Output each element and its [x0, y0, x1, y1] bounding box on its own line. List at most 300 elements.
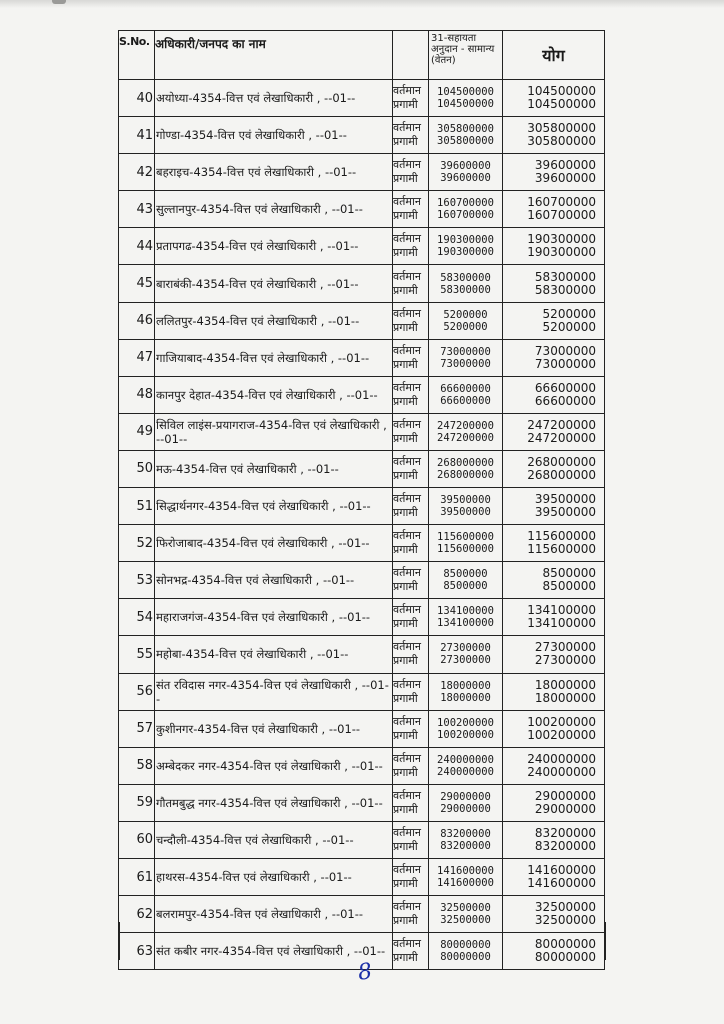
- table-row: [119, 562, 605, 599]
- row-grant-current: 27300000: [440, 642, 491, 655]
- row-officer-name: सोनभद्र-4354-वित्त एवं लेखाधिकारी , --01--: [155, 562, 393, 599]
- row-grant-progressive: 58300000: [440, 283, 491, 296]
- row-grant-progressive: 27300000: [440, 654, 491, 667]
- row-total-values: [503, 80, 605, 117]
- row-grant-values: [429, 265, 503, 302]
- row-grant-current: 305800000: [437, 123, 494, 136]
- row-sno: 61: [119, 858, 155, 895]
- table-row: [119, 747, 605, 784]
- row-type-current: वर्तमान: [393, 863, 421, 877]
- row-total-progressive: 32500000: [534, 913, 596, 928]
- row-type-progressive: प्रगामी: [393, 320, 418, 334]
- row-officer-name: गाजियाबाद-4354-वित्त एवं लेखाधिकारी , --01--: [155, 339, 393, 376]
- row-grant-current: 83200000: [440, 827, 491, 840]
- row-grant-current: 141600000: [437, 865, 494, 878]
- table-row: [119, 525, 605, 562]
- row-grant-current: 8500000: [443, 568, 488, 581]
- row-grant-current: 268000000: [437, 456, 494, 469]
- table-row: [119, 821, 605, 858]
- row-grant-progressive: 240000000: [437, 765, 494, 778]
- row-total-values: [503, 710, 605, 747]
- row-sno: 40: [119, 80, 155, 117]
- row-grant-values: [429, 488, 503, 525]
- row-total-values: [503, 302, 605, 339]
- row-grant-progressive: 39600000: [440, 172, 491, 185]
- row-grant-current: 104500000: [437, 86, 494, 99]
- row-grant-progressive: 115600000: [437, 543, 494, 556]
- row-type: [393, 80, 429, 117]
- row-total-progressive: 83200000: [534, 838, 596, 853]
- row-sno: 63: [119, 933, 155, 970]
- row-grant-values: [429, 636, 503, 673]
- row-grant-values: [429, 154, 503, 191]
- row-total-current: 8500000: [542, 566, 596, 581]
- row-grant-progressive: 5200000: [443, 320, 488, 333]
- row-type-progressive: प्रगामी: [393, 765, 418, 779]
- row-officer-name: हाथरस-4354-वित्त एवं लेखाधिकारी , --01--: [155, 858, 393, 895]
- row-total-progressive: 27300000: [534, 653, 596, 668]
- row-total-values: [503, 562, 605, 599]
- row-grant-progressive: 83200000: [440, 839, 491, 852]
- row-grant-current: 247200000: [437, 419, 494, 432]
- row-type: [393, 562, 429, 599]
- row-total-current: 73000000: [534, 343, 596, 358]
- row-type-progressive: प्रगामी: [393, 209, 418, 223]
- row-type: [393, 858, 429, 895]
- row-type: [393, 376, 429, 413]
- row-type: [393, 784, 429, 821]
- row-officer-name: सिद्धार्थनगर-4354-वित्त एवं लेखाधिकारी , --01--: [155, 488, 393, 525]
- row-grant-values: [429, 525, 503, 562]
- row-total-progressive: 29000000: [534, 801, 596, 816]
- row-officer-name: सिविल लाइंस-प्रयागराज-4354-वित्त एवं लेखाधिकारी , --01--: [155, 413, 393, 450]
- row-sno: 51: [119, 488, 155, 525]
- row-officer-name: अम्बेदकर नगर-4354-वित्त एवं लेखाधिकारी , --01--: [155, 747, 393, 784]
- row-type-current: वर्तमान: [393, 825, 421, 839]
- row-type-current: वर्तमान: [393, 677, 421, 691]
- row-grant-current: 39600000: [440, 160, 491, 173]
- table-row: [119, 710, 605, 747]
- row-grant-current: 80000000: [440, 939, 491, 952]
- row-total-current: 29000000: [534, 788, 596, 803]
- row-total-progressive: 134100000: [527, 616, 596, 631]
- row-type: [393, 747, 429, 784]
- row-total-values: [503, 339, 605, 376]
- row-type-current: वर्तमान: [393, 232, 421, 246]
- row-grant-values: [429, 562, 503, 599]
- row-total-values: [503, 599, 605, 636]
- row-grant-progressive: 100200000: [437, 728, 494, 741]
- row-total-progressive: 247200000: [527, 430, 596, 445]
- row-grant-values: [429, 376, 503, 413]
- row-grant-progressive: 73000000: [440, 357, 491, 370]
- row-type-current: वर्तमान: [393, 343, 421, 357]
- row-sno: 45: [119, 265, 155, 302]
- row-type-progressive: प्रगामी: [393, 839, 418, 853]
- row-sno: 42: [119, 154, 155, 191]
- row-type: [393, 710, 429, 747]
- row-sno: 50: [119, 450, 155, 487]
- row-total-values: [503, 747, 605, 784]
- row-total-current: 160700000: [527, 195, 596, 210]
- row-grant-current: 240000000: [437, 753, 494, 766]
- row-total-current: 18000000: [534, 677, 596, 692]
- table-row: [119, 339, 605, 376]
- row-type-progressive: प्रगामी: [393, 468, 418, 482]
- row-total-current: 240000000: [527, 751, 596, 766]
- row-total-progressive: 80000000: [534, 950, 596, 965]
- table-row: [119, 302, 605, 339]
- row-grant-values: [429, 821, 503, 858]
- row-total-values: [503, 154, 605, 191]
- row-type-progressive: प्रगामी: [393, 246, 418, 260]
- row-grant-progressive: 39500000: [440, 506, 491, 519]
- row-type-progressive: प्रगामी: [393, 654, 418, 668]
- row-type-current: वर्तमान: [393, 937, 421, 951]
- row-type: [393, 450, 429, 487]
- row-total-current: 134100000: [527, 603, 596, 618]
- row-sno: 59: [119, 784, 155, 821]
- row-grant-current: 5200000: [443, 308, 488, 321]
- row-type-progressive: प्रगामी: [393, 135, 418, 149]
- row-officer-name: फिरोजाबाद-4354-वित्त एवं लेखाधिकारी , --01--: [155, 525, 393, 562]
- row-grant-values: [429, 450, 503, 487]
- row-total-values: [503, 265, 605, 302]
- row-type-current: वर्तमान: [393, 714, 421, 728]
- row-officer-name: संत रविदास नगर-4354-वित्त एवं लेखाधिकारी , --01--: [155, 673, 393, 710]
- row-type-progressive: प्रगामी: [393, 580, 418, 594]
- table-row: [119, 413, 605, 450]
- row-total-values: [503, 784, 605, 821]
- row-type-current: वर्तमान: [393, 454, 421, 468]
- row-total-current: 27300000: [534, 640, 596, 655]
- row-type-current: वर्तमान: [393, 640, 421, 654]
- row-total-progressive: 104500000: [527, 97, 596, 112]
- row-grant-values: [429, 673, 503, 710]
- table-row: [119, 488, 605, 525]
- row-grant-values: [429, 117, 503, 154]
- row-type-current: वर्तमान: [393, 788, 421, 802]
- row-grant-current: 134100000: [437, 605, 494, 618]
- row-grant-progressive: 190300000: [437, 246, 494, 259]
- row-type-current: वर्तमान: [393, 900, 421, 914]
- table-row: [119, 154, 605, 191]
- row-total-current: 80000000: [534, 937, 596, 952]
- allocation-table: [118, 30, 605, 970]
- row-type-current: वर्तमान: [393, 84, 421, 98]
- row-grant-values: [429, 413, 503, 450]
- row-total-progressive: 190300000: [527, 245, 596, 260]
- row-type-progressive: प्रगामी: [393, 357, 418, 371]
- row-type: [393, 339, 429, 376]
- row-total-values: [503, 450, 605, 487]
- row-type-current: वर्तमान: [393, 417, 421, 431]
- row-total-values: [503, 933, 605, 970]
- row-total-current: 58300000: [534, 269, 596, 284]
- row-total-values: [503, 525, 605, 562]
- row-type-current: वर्तमान: [393, 380, 421, 394]
- row-type-progressive: प्रगामी: [393, 283, 418, 297]
- row-total-progressive: 100200000: [527, 727, 596, 742]
- row-grant-values: [429, 80, 503, 117]
- row-sno: 44: [119, 228, 155, 265]
- row-total-current: 305800000: [527, 121, 596, 136]
- row-grant-values: [429, 784, 503, 821]
- row-grant-current: 73000000: [440, 345, 491, 358]
- table-row: [119, 117, 605, 154]
- table-continuation-left: [118, 922, 120, 960]
- row-total-progressive: 115600000: [527, 542, 596, 557]
- row-type-current: वर्तमान: [393, 492, 421, 506]
- row-total-current: 190300000: [527, 232, 596, 247]
- row-grant-values: [429, 599, 503, 636]
- row-officer-name: महाराजगंज-4354-वित्त एवं लेखाधिकारी , --01--: [155, 599, 393, 636]
- row-officer-name: अयोध्या-4354-वित्त एवं लेखाधिकारी , --01--: [155, 80, 393, 117]
- row-total-progressive: 305800000: [527, 134, 596, 149]
- row-grant-values: [429, 858, 503, 895]
- table-row: [119, 896, 605, 933]
- row-type-current: वर्तमान: [393, 306, 421, 320]
- row-type-progressive: प्रगामी: [393, 506, 418, 520]
- row-officer-name: महोबा-4354-वित्त एवं लेखाधिकारी , --01--: [155, 636, 393, 673]
- row-grant-current: 66600000: [440, 382, 491, 395]
- header-name: अधिकारी/जनपद का नाम: [155, 31, 393, 80]
- row-grant-values: [429, 191, 503, 228]
- table-row: [119, 191, 605, 228]
- row-type-progressive: प्रगामी: [393, 914, 418, 928]
- row-total-values: [503, 488, 605, 525]
- table-row: [119, 858, 605, 895]
- row-grant-values: [429, 747, 503, 784]
- row-type: [393, 933, 429, 970]
- row-grant-values: [429, 933, 503, 970]
- row-total-values: [503, 858, 605, 895]
- row-total-values: [503, 228, 605, 265]
- table-row: [119, 265, 605, 302]
- row-grant-progressive: 305800000: [437, 135, 494, 148]
- row-grant-current: 160700000: [437, 197, 494, 210]
- row-officer-name: कानपुर देहात-4354-वित्त एवं लेखाधिकारी , --01--: [155, 376, 393, 413]
- row-type-progressive: प्रगामी: [393, 802, 418, 816]
- row-total-current: 39600000: [534, 158, 596, 173]
- table-header-row: [119, 31, 605, 80]
- row-total-progressive: 268000000: [527, 467, 596, 482]
- row-type-progressive: प्रगामी: [393, 431, 418, 445]
- row-grant-progressive: 80000000: [440, 951, 491, 964]
- row-sno: 60: [119, 821, 155, 858]
- row-grant-values: [429, 339, 503, 376]
- row-grant-current: 39500000: [440, 494, 491, 507]
- row-officer-name: कुशीनगर-4354-वित्त एवं लेखाधिकारी , --01--: [155, 710, 393, 747]
- row-total-progressive: 240000000: [527, 764, 596, 779]
- row-type: [393, 673, 429, 710]
- table-row: [119, 80, 605, 117]
- row-total-values: [503, 673, 605, 710]
- row-total-progressive: 58300000: [534, 282, 596, 297]
- row-type-current: वर्तमान: [393, 269, 421, 283]
- row-total-current: 66600000: [534, 380, 596, 395]
- row-type: [393, 896, 429, 933]
- row-total-current: 100200000: [527, 714, 596, 729]
- row-sno: 53: [119, 562, 155, 599]
- row-grant-values: [429, 302, 503, 339]
- header-grant: 31-सहायता अनुदान - सामान्य (वेतन): [429, 31, 503, 80]
- row-officer-name: सुल्तानपुर-4354-वित्त एवं लेखाधिकारी , --01--: [155, 191, 393, 228]
- table-row: [119, 450, 605, 487]
- row-type-current: वर्तमान: [393, 529, 421, 543]
- table-row: [119, 636, 605, 673]
- row-type-progressive: प्रगामी: [393, 877, 418, 891]
- row-type-progressive: प्रगामी: [393, 98, 418, 112]
- row-total-current: 104500000: [527, 84, 596, 99]
- row-sno: 47: [119, 339, 155, 376]
- row-type: [393, 636, 429, 673]
- row-total-progressive: 8500000: [542, 579, 596, 594]
- row-officer-name: संत कबीर नगर-4354-वित्त एवं लेखाधिकारी , --01--: [155, 933, 393, 970]
- table-row: [119, 376, 605, 413]
- row-total-progressive: 160700000: [527, 208, 596, 223]
- row-total-progressive: 39600000: [534, 171, 596, 186]
- row-grant-progressive: 66600000: [440, 394, 491, 407]
- row-officer-name: बाराबंकी-4354-वित्त एवं लेखाधिकारी , --01--: [155, 265, 393, 302]
- table-row: [119, 673, 605, 710]
- row-type: [393, 599, 429, 636]
- row-total-values: [503, 636, 605, 673]
- row-sno: 43: [119, 191, 155, 228]
- row-type-current: वर्तमान: [393, 566, 421, 580]
- row-type-current: वर्तमान: [393, 121, 421, 135]
- row-total-progressive: 73000000: [534, 356, 596, 371]
- row-total-progressive: 66600000: [534, 393, 596, 408]
- row-type-current: वर्तमान: [393, 603, 421, 617]
- row-type-progressive: प्रगामी: [393, 728, 418, 742]
- row-officer-name: बलरामपुर-4354-वित्त एवं लेखाधिकारी , --01--: [155, 896, 393, 933]
- row-total-current: 39500000: [534, 492, 596, 507]
- table-row: [119, 228, 605, 265]
- row-grant-progressive: 268000000: [437, 468, 494, 481]
- row-type: [393, 302, 429, 339]
- header-sno: S.No.: [119, 31, 155, 80]
- row-grant-progressive: 141600000: [437, 877, 494, 890]
- row-type-current: वर्तमान: [393, 195, 421, 209]
- row-grant-progressive: 32500000: [440, 914, 491, 927]
- row-type-current: वर्तमान: [393, 751, 421, 765]
- row-total-progressive: 18000000: [534, 690, 596, 705]
- row-type: [393, 228, 429, 265]
- row-type: [393, 821, 429, 858]
- table-body: [119, 80, 605, 970]
- row-total-current: 5200000: [542, 306, 596, 321]
- row-total-progressive: 39500000: [534, 505, 596, 520]
- row-officer-name: गौतमबुद्ध नगर-4354-वित्त एवं लेखाधिकारी , --01--: [155, 784, 393, 821]
- row-sno: 46: [119, 302, 155, 339]
- row-grant-progressive: 160700000: [437, 209, 494, 222]
- row-grant-current: 18000000: [440, 679, 491, 692]
- row-grant-values: [429, 228, 503, 265]
- row-total-current: 141600000: [527, 863, 596, 878]
- binder-mark: [52, 0, 66, 4]
- row-sno: 54: [119, 599, 155, 636]
- row-officer-name: बहराइच-4354-वित्त एवं लेखाधिकारी , --01--: [155, 154, 393, 191]
- row-grant-current: 58300000: [440, 271, 491, 284]
- row-sno: 57: [119, 710, 155, 747]
- row-total-values: [503, 896, 605, 933]
- table-row: [119, 599, 605, 636]
- row-sno: 52: [119, 525, 155, 562]
- row-officer-name: गोण्डा-4354-वित्त एवं लेखाधिकारी , --01--: [155, 117, 393, 154]
- row-total-values: [503, 821, 605, 858]
- row-total-current: 268000000: [527, 454, 596, 469]
- row-type: [393, 525, 429, 562]
- row-grant-values: [429, 896, 503, 933]
- row-sno: 62: [119, 896, 155, 933]
- row-total-values: [503, 413, 605, 450]
- row-total-values: [503, 117, 605, 154]
- handwritten-page-number: 8: [356, 959, 374, 986]
- header-total: योग: [503, 31, 605, 80]
- row-type: [393, 117, 429, 154]
- row-type-current: वर्तमान: [393, 158, 421, 172]
- row-total-current: 83200000: [534, 825, 596, 840]
- row-type: [393, 191, 429, 228]
- row-grant-progressive: 8500000: [443, 580, 488, 593]
- row-type: [393, 265, 429, 302]
- row-officer-name: ललितपुर-4354-वित्त एवं लेखाधिकारी , --01--: [155, 302, 393, 339]
- row-sno: 58: [119, 747, 155, 784]
- row-total-current: 115600000: [527, 529, 596, 544]
- row-sno: 41: [119, 117, 155, 154]
- row-grant-values: [429, 710, 503, 747]
- row-type-progressive: प्रगामी: [393, 617, 418, 631]
- row-grant-current: 32500000: [440, 902, 491, 915]
- table-row: [119, 784, 605, 821]
- row-type-progressive: प्रगामी: [393, 951, 418, 965]
- row-type-progressive: प्रगामी: [393, 543, 418, 557]
- row-sno: 49: [119, 413, 155, 450]
- scan-top-edge: [0, 0, 724, 8]
- row-total-current: 32500000: [534, 900, 596, 915]
- row-grant-current: 100200000: [437, 716, 494, 729]
- row-grant-current: 115600000: [437, 531, 494, 544]
- row-sno: 55: [119, 636, 155, 673]
- row-type: [393, 154, 429, 191]
- row-grant-current: 29000000: [440, 790, 491, 803]
- row-total-values: [503, 191, 605, 228]
- table-continuation-right: [604, 922, 606, 960]
- row-grant-progressive: 104500000: [437, 98, 494, 111]
- row-total-progressive: 5200000: [542, 319, 596, 334]
- row-officer-name: प्रतापगढ-4354-वित्त एवं लेखाधिकारी , --01--: [155, 228, 393, 265]
- row-sno: 56: [119, 673, 155, 710]
- row-type-progressive: प्रगामी: [393, 691, 418, 705]
- row-grant-progressive: 18000000: [440, 691, 491, 704]
- header-type: [393, 31, 429, 80]
- row-grant-progressive: 134100000: [437, 617, 494, 630]
- row-sno: 48: [119, 376, 155, 413]
- row-type-progressive: प्रगामी: [393, 394, 418, 408]
- row-total-current: 247200000: [527, 417, 596, 432]
- row-officer-name: चन्दौली-4354-वित्त एवं लेखाधिकारी , --01--: [155, 821, 393, 858]
- row-total-progressive: 141600000: [527, 876, 596, 891]
- row-grant-current: 190300000: [437, 234, 494, 247]
- row-type: [393, 488, 429, 525]
- row-type: [393, 413, 429, 450]
- row-grant-progressive: 247200000: [437, 431, 494, 444]
- row-type-progressive: प्रगामी: [393, 172, 418, 186]
- row-total-values: [503, 376, 605, 413]
- row-officer-name: मऊ-4354-वित्त एवं लेखाधिकारी , --01--: [155, 450, 393, 487]
- row-grant-progressive: 29000000: [440, 802, 491, 815]
